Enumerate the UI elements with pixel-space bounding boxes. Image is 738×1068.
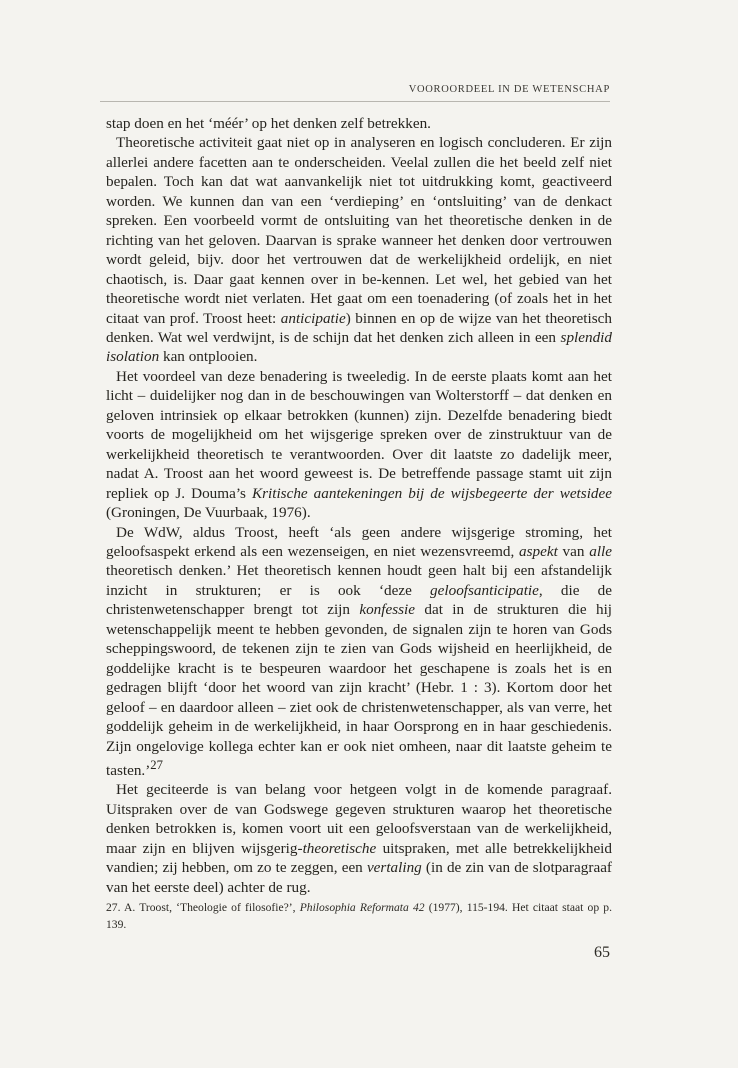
- paragraph-advantage: Het voordeel van deze benadering is tweeledig. In de eerste plaats komt aan het licht – duidelijker nog dan in de beschouwingen van Wolterstorff – dat denken en geloven intrinsiek op elkaar betrokken (kunnen) zijn. Dezelfde benadering biedt voorts de mogelijkheid om het wijsgerige spreken over de zinstruktuur van de werkelijkheid theoretisch te verantwoorden. Over dit laatste zo dadelijk meer, nadat A. Troost aan het woord geweest is. De betreffende passage stamt uit zijn repliek op J. Douma’s Kritische aantekeningen bij de wijsbegeerte der wetsidee (Groningen, De Vuurbaak, 1976).: [106, 367, 612, 522]
- paragraph-continuation: stap doen en het ‘méér’ op het denken zelf betrekken.: [106, 115, 431, 132]
- footnote-27: 27. A. Troost, ‘Theologie of filosofie?’, Philosophia Reformata 42 (1977), 115-194. Het citaat staat op p. 139.: [106, 901, 612, 931]
- paragraph-troost-quote: De WdW, aldus Troost, heeft ‘als geen andere wijsgerige stroming, het geloofsaspekt erkend als een wezenseigen, en niet wezensvreemd, aspekt van alle theoretisch denken.’ Het theoretisch kennen houdt geen halt bij een afstandelijk inzicht in strukturen; er is ook ‘deze geloofsanticipatie, die de christenwetenschapper brengt tot zijn konfessie dat in de strukturen die hij wetenschappelijk meent te hebben gevonden, de signalen zijn te horen van Gods scheppingswoord, de tekenen zijn te zien van Gods wijsheid en heerlijkheid, de goddelijke kracht is te bespeuren waardoor het geschapene is zoals het is en gedragen blijft ‘door het woord van zijn kracht’ (Hebr. 1 : 3). Kortom door het geloof – en daardoor alleen – ziet ook de christenwetenschapper, als van verre, het goddelijk geheim in de werkelijkheid, in haar Oorsprong en in haar geschiedenis. Zijn ongelovige kollega echter kan er ook niet omheen, naar dit laatste geheim te tasten.’$^{27}$: [106, 523, 613, 780]
- body-text: [106, 114, 612, 897]
- footnote-area: [106, 900, 612, 933]
- paragraph-theoretical-activity: Theoretische activiteit gaat niet op in analyseren en logisch concluderen. Er zijn allerlei andere facetten aan te onderscheiden. Veelal zullen die het beeld zelf niet bepalen. Toch kan dat wat aanvankelijk niet tot uitdrukking komt, geactiveerd worden. We kunnen dan van een ‘verdieping’ en ‘ontsluiting’ van de denkact spreken. Een voorbeeld vormt de ontsluiting van het theoretische denken in de richting van het geloven. Daarvan is sprake wanneer het denken door vertrouwen wordt geleid, bijv. door het vertrouwen dat de werkelijkheid ordelijk, en niet chaotisch, is. Daar gaat kennen over in be-kennen. Let wel, het gebied van het theoretische wordt niet verlaten. Het gaat om een toenadering (of zoals het in het citaat van prof. Troost heet: anticipatie) binnen en op de wijze van het theoretisch denken. Wat wel verdwijnt, is de schijn dat het denken zich alleen in een splendid isolation kan ontplooien.: [106, 134, 612, 366]
- header-rule: [100, 101, 610, 102]
- paragraph-cited-importance: Het geciteerde is van belang voor hetgeen volgt in de komende paragraaf. Uitspraken over de van Godswege gegeven strukturen waarop het theoretische denken betrokken is, komen voort uit een geloofsverstaan van de werkelijkheid, maar zijn en blijven wijsgerig-theoretische uitspraken, met alle betrekkelijkheid vandien; zij hebben, om zo te zeggen, een vertaling (in de zin van de slotparagraaf van het eerste deel) achter de rug.: [106, 781, 612, 896]
- page-number: 65: [594, 944, 610, 961]
- running-header: VOOROORDEEL IN DE WETENSCHAP: [408, 84, 610, 95]
